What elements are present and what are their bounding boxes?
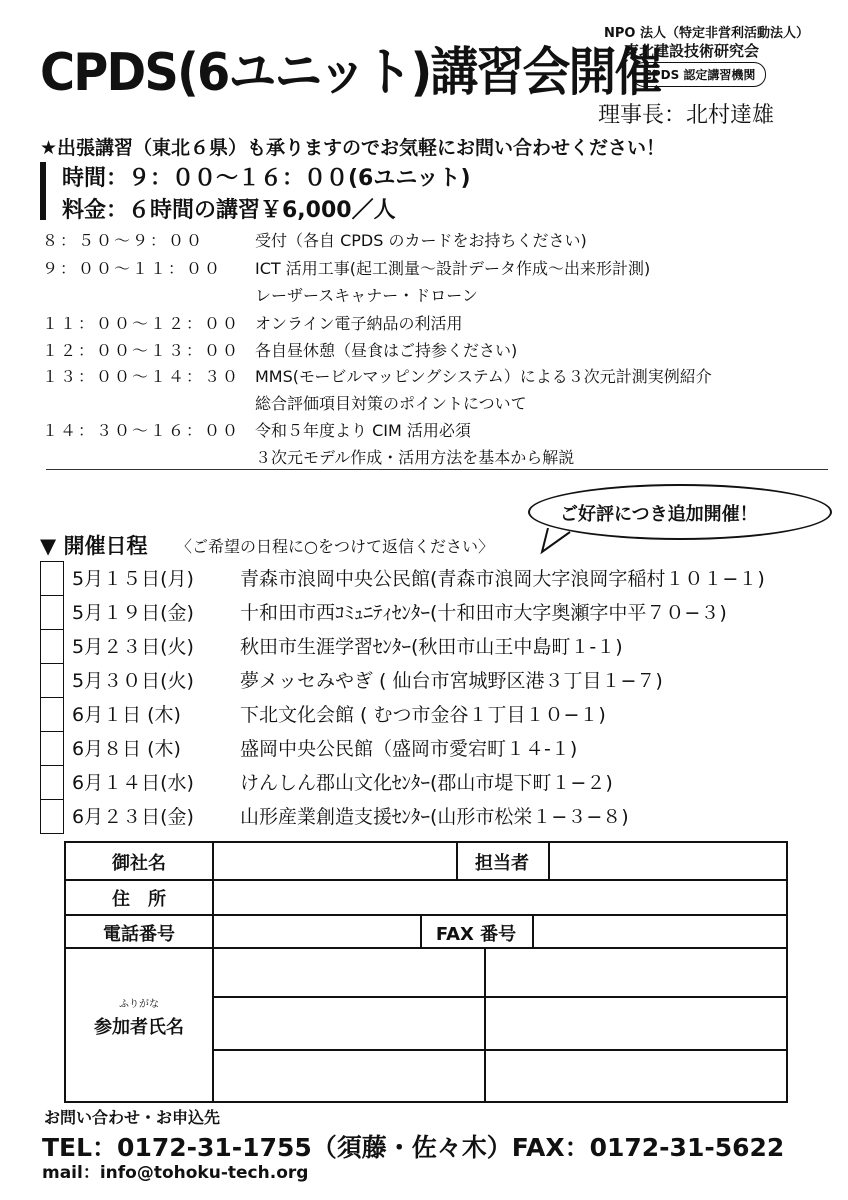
participants-label: 参加者氏名: [94, 1017, 184, 1038]
company-field[interactable]: [214, 843, 456, 879]
tel-fax: TEL：0172-31-1755（須藤・佐々木）FAX：0172-31-5622: [42, 1133, 785, 1162]
furigana-label: ふりがな: [119, 999, 159, 1010]
date-label: 6月１日 (木): [72, 704, 181, 726]
schedule-desc: オンライン電子納品の利活用: [255, 314, 463, 333]
date-label: 6月１４日(水): [72, 772, 194, 794]
venue-label: 十和田市西ｺﾐｭﾆﾃｨｾﾝﾀｰ(十和田市大字奥瀬字中平７０−３): [240, 602, 727, 624]
contact-label: お問い合わせ・お申込先: [44, 1108, 221, 1127]
person-field[interactable]: [550, 843, 786, 879]
date-checkbox[interactable]: [40, 561, 64, 596]
form-row-line: [212, 1049, 786, 1051]
date-checkbox[interactable]: [40, 663, 64, 698]
date-label: 5月１９日(金): [72, 602, 194, 624]
dates-title: ▼ 開催日程: [40, 534, 148, 558]
schedule-desc: 総合評価項目対策のポイントについて: [255, 394, 527, 413]
schedule-time: １１：００〜１２：００: [42, 314, 241, 333]
venue-label: 下北文化会館 ( むつ市金谷１丁目１０−１): [240, 704, 606, 726]
date-checkbox[interactable]: [40, 595, 64, 630]
time-line: 時間：９：００〜１６：００(6ユニット): [62, 166, 471, 191]
schedule-desc: ３次元モデル作成・活用方法を基本から解説: [255, 448, 575, 467]
page-title: CPDS(6ユニット)講習会開催: [40, 43, 661, 103]
fax-field[interactable]: [534, 916, 786, 947]
venue-label: 夢メッセみやぎ ( 仙台市宮城野区港３丁目１−７): [240, 670, 663, 692]
phone-field[interactable]: [214, 916, 420, 947]
date-checkbox[interactable]: [40, 731, 64, 766]
form-row-line: [212, 996, 786, 998]
date-checkbox[interactable]: [40, 799, 64, 834]
bubble-text: ご好評につき追加開催！: [560, 504, 758, 525]
phone-label: 電話番号: [103, 924, 175, 945]
venue-label: けんしん郡山文化ｾﾝﾀｰ(郡山市堤下町１−２): [240, 772, 613, 794]
accent-bar: [40, 162, 46, 220]
schedule-desc: ICT 活用工事(起工測量〜設計データ作成〜出来形計測): [255, 259, 651, 278]
venue-label: 青森市浪岡中央公民館(青森市浪岡大字浪岡字稲村１０１−１): [240, 568, 765, 590]
date-label: 6月８日 (木): [72, 738, 181, 760]
date-label: 6月２３日(金): [72, 806, 194, 828]
fee-line: 料金：６時間の講習￥6,000／人: [62, 198, 396, 223]
fax-label: FAX 番号: [435, 924, 517, 945]
date-label: 5月３０日(火): [72, 670, 194, 692]
schedule-time: １４：３０〜１６：００: [42, 421, 241, 440]
schedule-desc: 令和５年度より CIM 活用必須: [255, 421, 471, 440]
venue-label: 秋田市生涯学習ｾﾝﾀｰ(秋田市山王中島町１-１): [240, 636, 623, 658]
person-label: 担当者: [475, 853, 529, 874]
registration-form: [64, 841, 788, 1103]
date-label: 5月２３日(火): [72, 636, 194, 658]
date-checkbox[interactable]: [40, 629, 64, 664]
schedule-time: ８：５０〜９：００: [42, 231, 205, 250]
schedule-desc: MMS(モービルマッピングシステム）による３次元計測実例紹介: [255, 367, 712, 386]
form-col-line: [484, 947, 486, 1101]
schedule-time: ９：００〜１１：００: [42, 259, 223, 278]
org-badge: CPDS 認定講習機関: [632, 62, 766, 87]
divider: [46, 469, 828, 470]
schedule-desc: レーザースキャナー・ドローン: [255, 286, 478, 305]
company-label: 御社名: [112, 853, 166, 874]
dates-note: 〈ご希望の日程に○をつけて返信ください〉: [176, 537, 494, 556]
address-label: 住 所: [112, 889, 166, 910]
venue-label: 盛岡中央公民館（盛岡市愛宕町１４-１): [240, 738, 578, 760]
notice-text: ★出張講習（東北６県）も承りますのでお気軽にお問い合わせください！: [40, 137, 666, 159]
org-name: 東北建設技術研究会: [624, 42, 760, 60]
date-label: 5月１５日(月): [72, 568, 194, 590]
org-type: NPO 法人（特定非営利活動法人）: [604, 26, 809, 41]
venue-label: 山形産業創造支援ｾﾝﾀｰ(山形市松栄１−３−８): [240, 806, 629, 828]
schedule-time: １３：００〜１４：３０: [42, 367, 241, 386]
schedule-desc: 各自昼休憩（昼食はご持参ください): [255, 341, 518, 360]
address-field[interactable]: [214, 881, 786, 914]
form-row-line: [66, 947, 786, 949]
chairman: 理事長：北村達雄: [598, 103, 775, 128]
mail: mail：info@tohoku-tech.org: [42, 1163, 309, 1183]
date-checkbox[interactable]: [40, 765, 64, 800]
date-checkbox[interactable]: [40, 697, 64, 732]
schedule-time: １２：００〜１３：００: [42, 341, 241, 360]
schedule-desc: 受付（各自 CPDS のカードをお持ちください): [255, 231, 587, 250]
